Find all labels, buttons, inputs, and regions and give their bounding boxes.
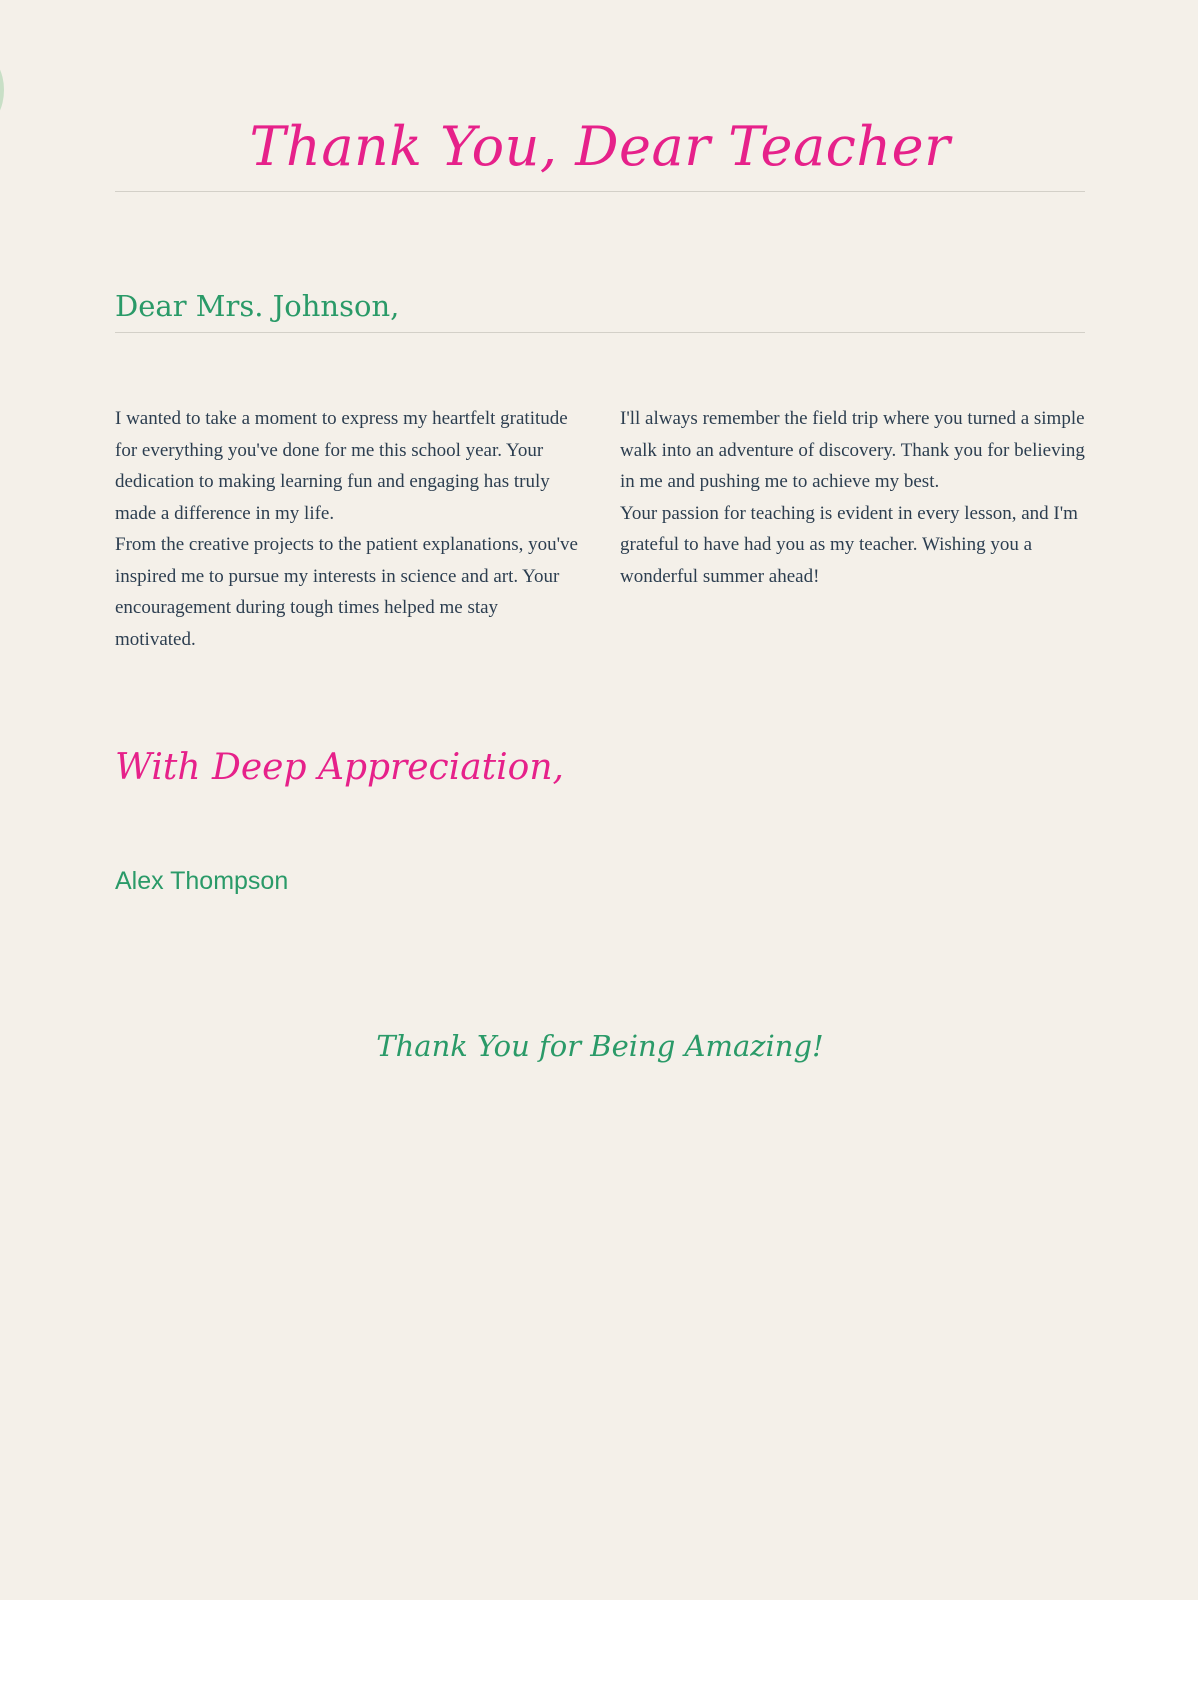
closing-line: With Deep Appreciation, xyxy=(115,747,564,788)
body-column-left xyxy=(115,403,580,655)
footer-note: Thank You for Being Amazing! xyxy=(376,1029,824,1063)
signature-name: Alex Thompson xyxy=(115,867,289,895)
body-column-right xyxy=(620,403,1085,655)
greeting: Dear Mrs. Johnson, xyxy=(115,289,400,323)
decorative-circle-icon xyxy=(0,56,4,124)
body-paragraph: Your passion for teaching is evident in every lesson, and I'm grateful to have had you as my teacher. Wishing you a wonderful summer ahead! xyxy=(620,502,1078,587)
body-paragraph: I wanted to take a moment to express my heartfelt gratitude for everything you've done for me this school year. Your dedication to making learning fun and engaging has truly made a difference in my life. xyxy=(115,408,568,524)
greeting-divider xyxy=(115,332,1085,333)
body-paragraph: From the creative projects to the patient explanations, you've inspired me to pursue my interests in science and art. Your encouragement during tough times helped me stay motivated. xyxy=(115,534,578,650)
letter-title: Thank You, Dear Teacher xyxy=(249,115,951,178)
letter-body xyxy=(115,403,1085,655)
title-divider xyxy=(115,191,1085,192)
body-paragraph: I'll always remember the field trip where you turned a simple walk into an adventure of discovery. Thank you for believing in me and pushing me to achieve my best. xyxy=(620,408,1085,492)
